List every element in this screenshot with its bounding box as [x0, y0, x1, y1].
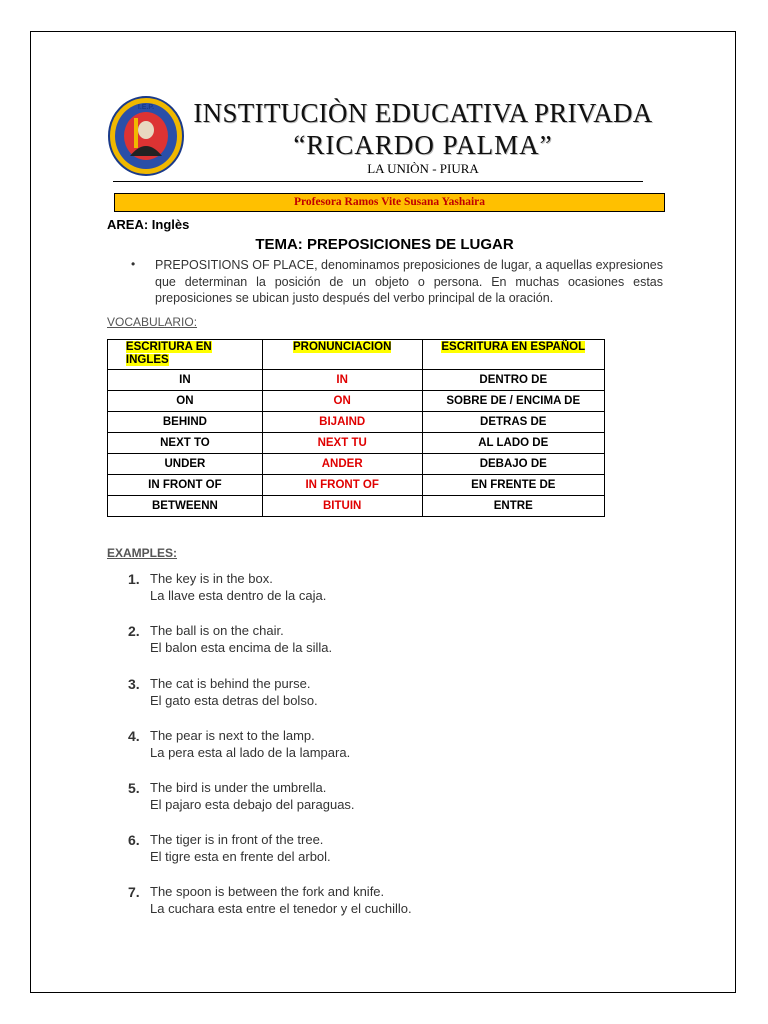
school-logo	[108, 96, 184, 176]
example-number: 1.	[128, 571, 140, 587]
vocabulary-table	[107, 339, 605, 517]
header-cell-spanish: ESCRITURA EN ESPAÑOL	[441, 341, 586, 353]
example-spanish: El balon esta encima de la silla.	[150, 640, 333, 655]
cell-spanish: ENTRE	[422, 496, 604, 517]
example-number: 2.	[128, 623, 140, 639]
cell-pronunciation: IN FRONT OF	[262, 475, 422, 496]
cell-pronunciation: ANDER	[262, 454, 422, 475]
institution-location: LA UNIÒN - PIURA	[367, 161, 479, 176]
cell-spanish: DEBAJO DE	[422, 454, 604, 475]
cell-english: BETWEENN	[108, 496, 263, 517]
header-rule	[113, 181, 643, 182]
cell-english: IN FRONT OF	[108, 475, 263, 496]
cell-pronunciation: NEXT TU	[262, 433, 422, 454]
example-spanish: El pajaro esta debajo del paraguas.	[150, 797, 355, 812]
header-cell-english: ESCRITURA EN INGLES	[125, 341, 212, 366]
example-number: 4.	[128, 728, 140, 744]
example-english: The ball is on the chair.	[150, 623, 284, 638]
institution-name: INSTITUCIÒN EDUCATIVA PRIVADA	[193, 98, 653, 128]
example-number: 3.	[128, 676, 140, 692]
institution-subtitle: “RICARDO PALMA”	[293, 130, 553, 160]
example-number: 6.	[128, 832, 140, 848]
table-row	[108, 496, 605, 517]
table-row	[108, 433, 605, 454]
cell-english: UNDER	[108, 454, 263, 475]
example-english: The cat is behind the purse.	[150, 676, 311, 691]
cell-english: NEXT TO	[108, 433, 263, 454]
table-row	[108, 370, 605, 391]
table-row	[108, 454, 605, 475]
cell-pronunciation: ON	[262, 391, 422, 412]
topic-title: TEMA: PREPOSICIONES DE LUGAR	[255, 236, 514, 253]
example-spanish: El tigre esta en frente del arbol.	[150, 849, 331, 864]
example-number: 7.	[128, 884, 140, 900]
cell-pronunciation: BITUIN	[262, 496, 422, 517]
intro-paragraph: PREPOSITIONS OF PLACE, denominamos preposiciones de lugar, a aquellas expresiones que determinan la posición de un objeto o persona. En muchas ocasiones estas preposiciones se ubican justo después del verbo principal de la oración.	[155, 258, 663, 305]
bullet-icon: •	[131, 257, 136, 271]
cell-spanish: DENTRO DE	[422, 370, 604, 391]
cell-spanish: EN FRENTE DE	[422, 475, 604, 496]
table-header-row	[108, 340, 605, 370]
header-cell-pronunciation: PRONUNCIACION	[292, 341, 392, 353]
cell-spanish: AL LADO DE	[422, 433, 604, 454]
cell-spanish: DETRAS DE	[422, 412, 604, 433]
table-row	[108, 475, 605, 496]
example-english: The spoon is between the fork and knife.	[150, 884, 385, 899]
cell-english: BEHIND	[108, 412, 263, 433]
cell-spanish: SOBRE DE / ENCIMA DE	[422, 391, 604, 412]
area-label: AREA: Inglès	[107, 217, 190, 232]
example-english: The key is in the box.	[150, 571, 273, 586]
example-spanish: La llave esta dentro de la caja.	[150, 588, 327, 603]
example-spanish: La cuchara esta entre el tenedor y el cuchillo.	[150, 901, 412, 916]
teacher-banner: Profesora Ramos Vite Susana Yashaira	[114, 193, 665, 212]
table-row	[108, 391, 605, 412]
example-english: The bird is under the umbrella.	[150, 780, 327, 795]
example-english: The pear is next to the lamp.	[150, 728, 315, 743]
example-number: 5.	[128, 780, 140, 796]
example-english: The tiger is in front of the tree.	[150, 832, 324, 847]
cell-english: ON	[108, 391, 263, 412]
logo-text: I.E.P.	[137, 104, 155, 111]
examples-label: EXAMPLES:	[107, 546, 178, 560]
example-spanish: El gato esta detras del bolso.	[150, 693, 318, 708]
cell-pronunciation: IN	[262, 370, 422, 391]
cell-english: IN	[108, 370, 263, 391]
example-spanish: La pera esta al lado de la lampara.	[150, 745, 351, 760]
vocabulary-label: VOCABULARIO:	[107, 315, 198, 329]
cell-pronunciation: BIJAIND	[262, 412, 422, 433]
table-row	[108, 412, 605, 433]
